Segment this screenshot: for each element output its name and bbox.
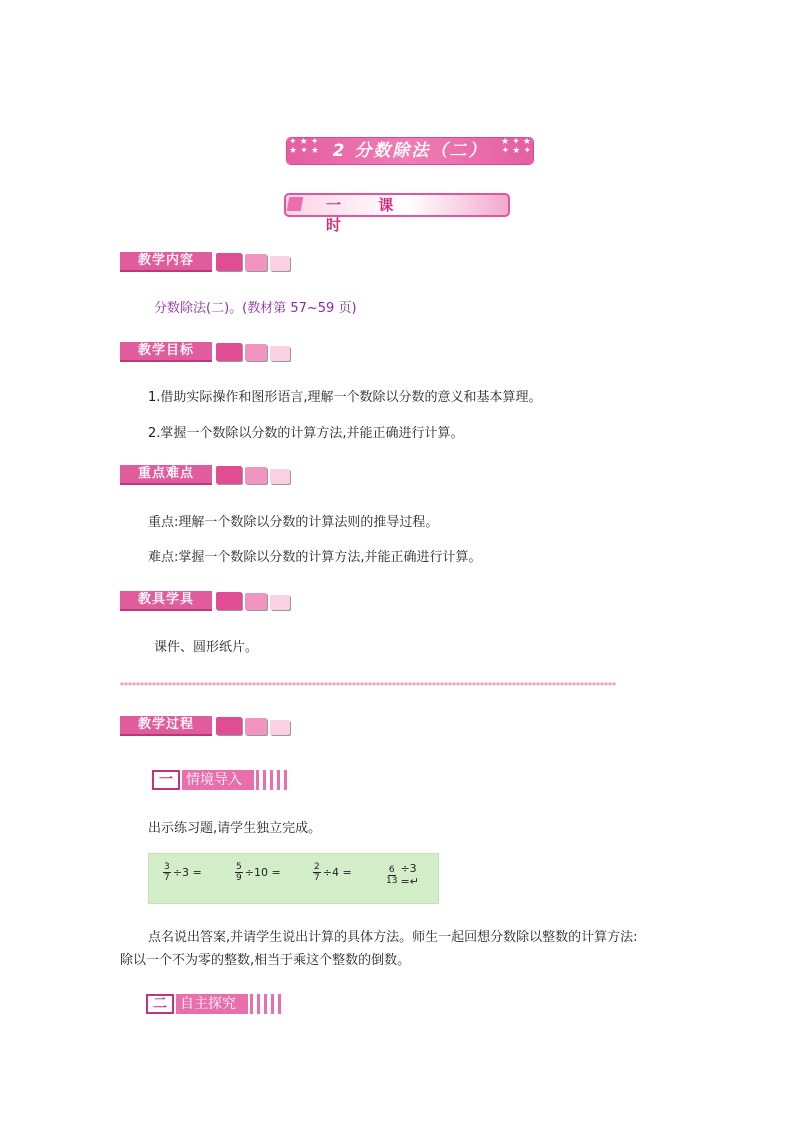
section-label: 教学过程: [120, 716, 212, 736]
stripe-decoration: [250, 994, 294, 1014]
square-decoration: [245, 254, 267, 271]
square-decoration: [245, 593, 267, 610]
stars-decoration-right: ★ ✦ ★ ✦ ★ ✦: [501, 137, 531, 156]
square-decoration: [216, 592, 242, 610]
fraction: [235, 862, 243, 883]
section-label: 教学内容: [120, 252, 212, 272]
intro-instruction: 出示练习题,请学生独立完成。: [148, 821, 322, 836]
square-decoration: [245, 344, 267, 361]
denominator: 13: [386, 875, 398, 886]
denominator: 9: [236, 873, 242, 883]
goal-item: 2.掌握一个数除以分数的计算方法,并能正确进行计算。: [148, 426, 464, 441]
expression-rest: ÷4 =: [322, 866, 352, 879]
exercise-item: [163, 862, 202, 883]
numerator: 3: [164, 862, 170, 872]
lesson-banner: [284, 193, 510, 234]
chapter-title: 2 分数除法（二）: [332, 141, 488, 161]
section-header-process: [120, 716, 300, 736]
square-decoration: [270, 346, 290, 361]
numerator: 2: [314, 862, 320, 872]
exercise-item: [235, 862, 281, 883]
exercise-item: [385, 862, 438, 888]
lesson-label: 一 课 时: [326, 196, 410, 234]
exercise-item: [313, 862, 352, 883]
step-header-1: [152, 770, 302, 792]
intro-paragraph-line-2: 除以一个不为零的整数,相当于乘这个整数的倒数。: [120, 953, 411, 968]
banner-corner-decoration: [287, 197, 303, 211]
step-number: 一: [152, 770, 180, 790]
step-number: 二: [146, 994, 174, 1014]
section-header-tools: [120, 591, 300, 611]
square-decoration: [245, 718, 267, 735]
section-header-key-points: [120, 465, 300, 485]
square-decoration: [216, 253, 242, 271]
square-decoration: [245, 467, 267, 484]
star-divider: ****************************************************************************************************************************: [120, 681, 616, 690]
expression-rest: ÷3 =: [172, 866, 202, 879]
section-label: 教具学具: [120, 591, 212, 611]
key-point-item: 重点:理解一个数除以分数的计算法则的推导过程。: [148, 515, 439, 530]
section-label: 重点难点: [120, 465, 212, 485]
fraction: [163, 862, 171, 883]
expression-rest: ÷3 =↵: [400, 862, 419, 888]
stars-decoration-left: ✦ ★ ✦ ★ ✦ ★: [289, 137, 319, 156]
section-header-goals: [120, 342, 300, 362]
square-decoration: [270, 720, 290, 735]
exercise-box: [148, 853, 439, 904]
content-text: 分数除法(二)。(教材第 57~59 页): [154, 301, 357, 316]
fraction: [385, 865, 398, 886]
tools-text: 课件、圆形纸片。: [154, 640, 259, 655]
denominator: 7: [314, 873, 320, 883]
fraction: [313, 862, 321, 883]
step-name: 自主探究: [176, 994, 248, 1014]
section-label: 教学目标: [120, 342, 212, 362]
goal-item: 1.借助实际操作和图形语言,理解一个数除以分数的意义和基本算理。: [148, 390, 542, 405]
numerator: 5: [236, 862, 242, 872]
stripe-decoration: [256, 770, 300, 790]
square-decoration: [216, 343, 242, 361]
square-decoration: [216, 717, 242, 735]
chapter-title-banner: [287, 138, 533, 164]
square-decoration: [270, 256, 290, 271]
step-header-2: [146, 994, 296, 1016]
square-decoration: [216, 466, 242, 484]
square-decoration: [270, 595, 290, 610]
key-point-item: 难点:掌握一个数除以分数的计算方法,并能正确进行计算。: [148, 550, 482, 565]
intro-paragraph-line-1: 点名说出答案,并请学生说出计算的具体方法。师生一起回想分数除以整数的计算方法:: [148, 930, 638, 945]
denominator: 7: [164, 873, 170, 883]
numerator: 6: [388, 864, 395, 875]
step-name: 情境导入: [182, 770, 254, 790]
expression-rest: ÷10 =: [244, 866, 281, 879]
square-decoration: [270, 469, 290, 484]
section-header-content: [120, 252, 300, 272]
